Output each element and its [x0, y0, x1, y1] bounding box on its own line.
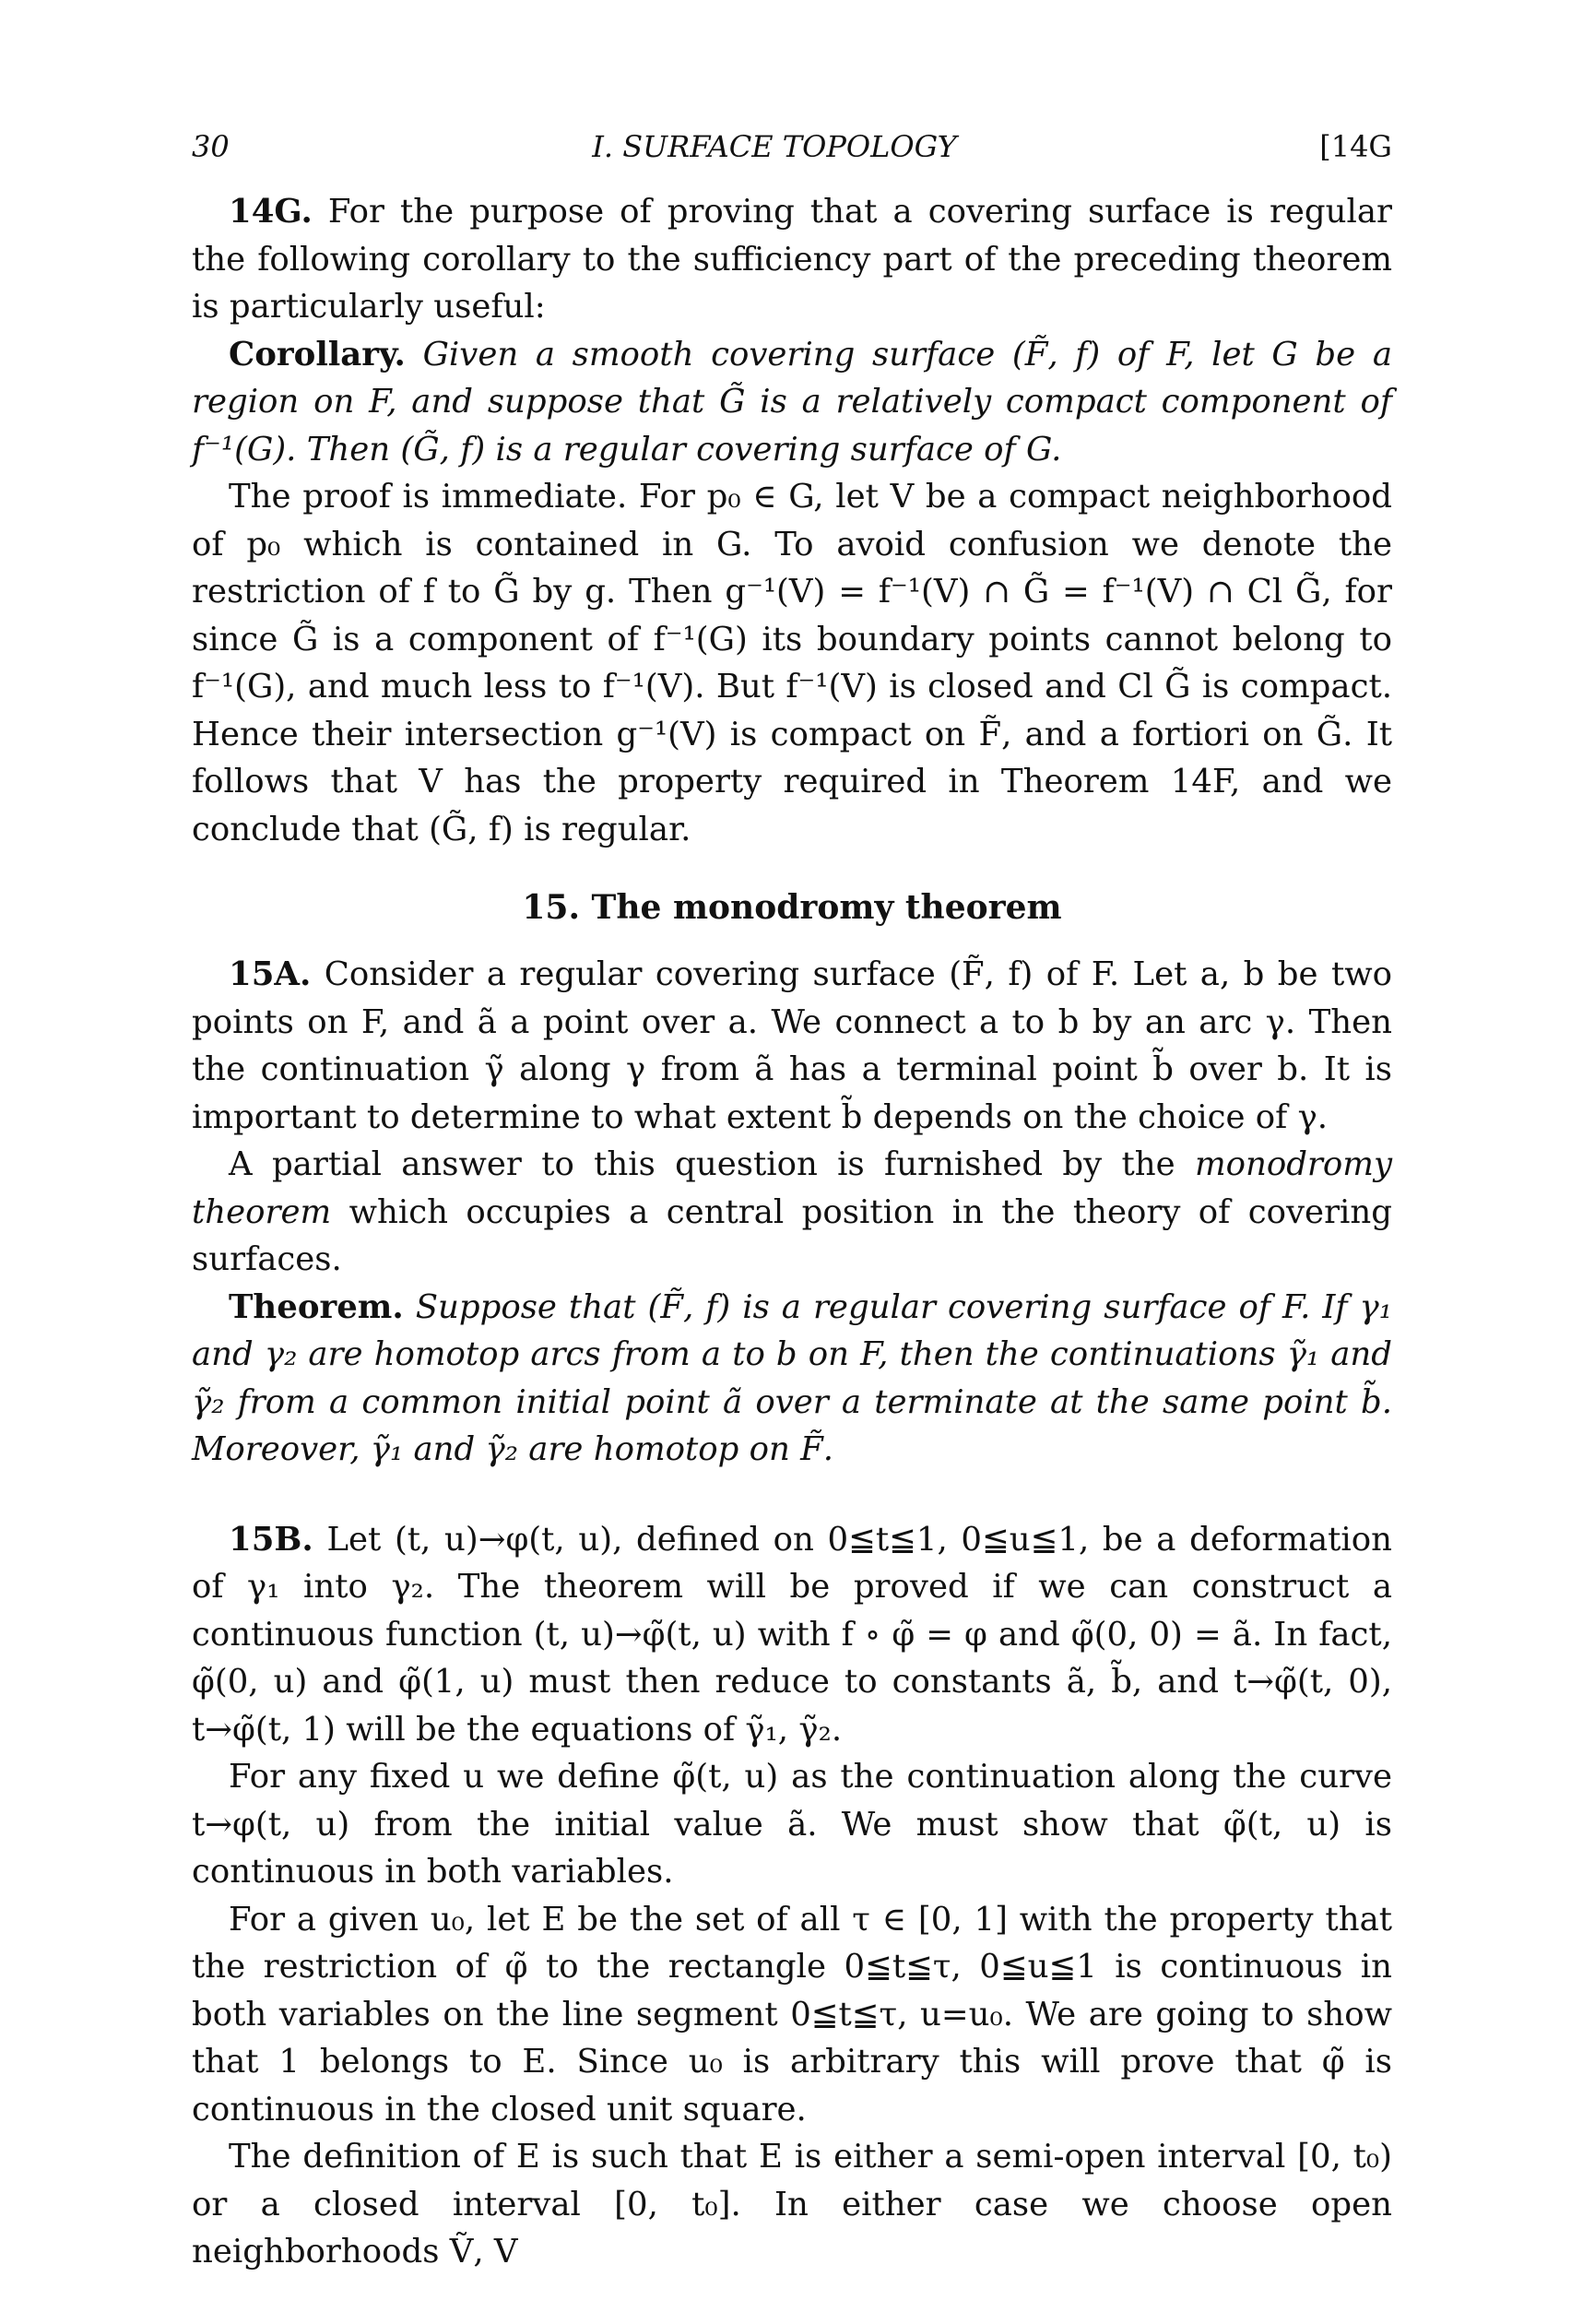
text-15b-1: Let (t, u)→φ(t, u), defined on 0≦t≦1, 0≦u≦1, be a deformation of γ₁ into γ₂. The theorem will be proved if we can construct a continuous function (t, u)→φ̃(t, u) with f ∘ φ̃ = φ and φ̃(0, 0) = ã. In fact, φ̃(0, u) and φ̃(1, u) must then reduce to constants ã, b̃, and t→φ̃(t, 0), t→φ̃(t, 1) will be the equations of γ̃₁, γ̃₂. — [192, 1520, 1392, 1749]
paragraph-14g-intro — [192, 188, 1392, 331]
theorem-text: Suppose that (F̃, f) is a regular covering surface of F. If γ₁ and γ₂ are homotop arcs from a to b on F, then the continuations γ̃₁ and γ̃₂ from a common initial point ã over a terminate at the same point b̃. Moreover, γ̃₁ and γ̃₂ are homotop on F̃. — [192, 1287, 1392, 1468]
page-number: 30 — [192, 129, 230, 164]
chapter-title: I. SURFACE TOPOLOGY — [592, 129, 957, 164]
paragraph-15a-1 — [192, 951, 1392, 1141]
monodromy-theorem-term: monodromy theorem — [192, 1145, 1392, 1231]
section-label-14g: 14G. — [229, 193, 313, 231]
paragraph-15b-3: For a given u₀, let E be the set of all τ ∈ [0, 1] with the property that the restriction of φ̃ to the rectangle 0≦t≦τ, 0≦u≦1 is continuous in both variables on the line segment 0≦t≦τ, u=u₀. We are going to show that 1 belongs to E. Since u₀ is arbitrary this will prove that φ̃ is continuous in the closed unit square. — [192, 1900, 1392, 2128]
section-label-15b: 15B. — [229, 1520, 313, 1559]
paragraph-14g-proof: The proof is immediate. For p₀ ∈ G, let V be a compact neighborhood of p₀ which is contained in G. To avoid confusion we denote the restriction of f to G̃ by g. Then g⁻¹(V) = f⁻¹(V) ∩ G̃ = f⁻¹(V) ∩ Cl G̃, for since G̃ is a component of f⁻¹(G) its boundary points cannot belong to f⁻¹(G), and much less to f⁻¹(V). But f⁻¹(V) is closed and Cl G̃ is compact. Hence their intersection g⁻¹(V) is compact on F̃, and a fortiori on G̃. It follows that V has the property required in Theorem 14F, and we conclude that (G̃, f) is regular. — [192, 478, 1392, 848]
text-14g-intro: For the purpose of proving that a covering surface is regular the following corollary to the sufficiency part of the preceding theorem is particularly useful: — [192, 193, 1392, 326]
theorem-label: Theorem. — [229, 1287, 404, 1326]
paragraph-15b-2: For any fixed u we define φ̃(t, u) as the continuation along the curve t→φ(t, u) from the initial value ã. We must show that φ̃(t, u) is continuous in both variables. — [192, 1758, 1392, 1891]
section-mark: [14G — [1319, 129, 1392, 164]
text-15a-1: Consider a regular covering surface (F̃, f) of F. Let a, b be two points on F, and ã a point over a. We connect a to b by an arc γ. Then the continuation γ̃ along γ from ã has a terminal point b̃ over b. It is important to determine to what extent b̃ depends on the choice of γ. — [192, 955, 1392, 1136]
corollary-text: Given a smooth covering surface (F̃, f) of F, let G be a region on F, and suppose that G̃ is a relatively compact component of f⁻¹(G). Then (G̃, f) is a regular covering surface of G. — [192, 335, 1392, 468]
text-15a-2b: which occupies a central position in the theory of covering surfaces. — [192, 1192, 1392, 1278]
corollary — [192, 331, 1392, 474]
running-head — [192, 129, 1392, 164]
section-label-15a: 15A. — [229, 955, 312, 993]
corollary-label: Corollary. — [229, 335, 406, 374]
text-15a-2a: A partial answer to this question is furnished by the — [229, 1145, 1175, 1183]
spacer — [192, 1474, 1392, 1516]
theorem — [192, 1284, 1392, 1474]
paragraph-15a-2 — [192, 1141, 1392, 1284]
paragraph-15b-4: The definition of E is such that E is either a semi-open interval [0, t₀) or a closed interval [0, t₀]. In either case we choose open neighborhoods Ṽ, V — [192, 2138, 1392, 2271]
paragraph-15b-1 — [192, 1516, 1392, 1754]
section-heading-15: 15. The monodromy theorem — [522, 888, 1062, 927]
